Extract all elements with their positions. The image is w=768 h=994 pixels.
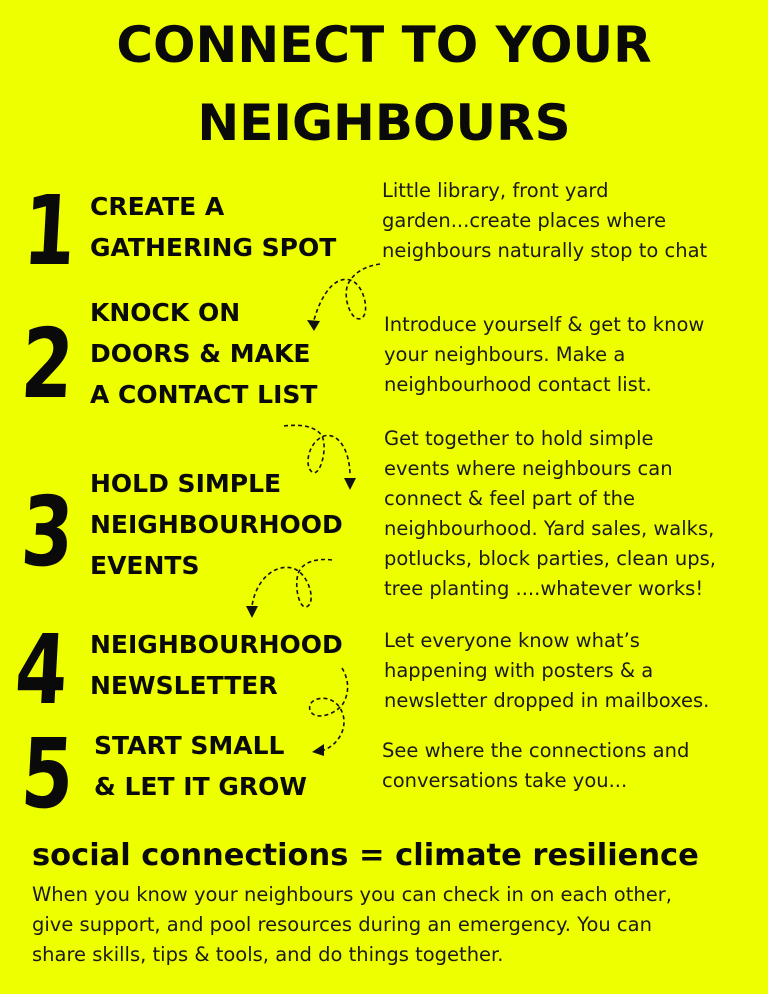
step-2-description-line-3: neighbourhood contact list. (384, 373, 652, 396)
step-3-description-line-5: potlucks, block parties, clean ups, (384, 547, 716, 570)
step-1-description-line-2: garden...create places where (382, 209, 667, 232)
step-3-title-line-1: HOLD SIMPLE (90, 469, 282, 498)
step-3-description-line-3: connect & feel part of the (384, 487, 635, 510)
step-3-description-line-4: neighbourhood. Yard sales, walks, (384, 517, 715, 540)
step-3-description-line-6: tree planting ....whatever works! (384, 577, 704, 600)
step-3-description-line-1: Get together to hold simple (384, 427, 654, 450)
step-2-title-line-1: KNOCK ON (90, 298, 241, 327)
step-5-number: 5 (18, 718, 77, 830)
step-2-number: 2 (18, 308, 77, 420)
step-1-description-line-1: Little library, front yard (382, 179, 609, 202)
step-2-title-line-3: A CONTACT LIST (90, 380, 318, 409)
step-5-description-line-1: See where the connections and (382, 739, 690, 762)
step-5-title-line-1: START SMALL (94, 731, 285, 760)
step-3-description-line-2: events where neighbours can (384, 457, 673, 480)
step-4-description-line-2: happening with posters & a (384, 659, 654, 682)
body-line-1: When you know your neighbours you can check in on each other, (32, 883, 672, 906)
dashed-loop-arrow-icon (280, 420, 370, 496)
step-3-title-line-3: EVENTS (90, 551, 200, 580)
tagline: social connections = climate resilience (32, 838, 699, 873)
body-line-2: give support, and pool resources during an emergency. You can (32, 913, 652, 936)
step-1-title-line-2: GATHERING SPOT (90, 233, 337, 262)
step-2-description-line-1: Introduce yourself & get to know (384, 313, 705, 336)
step-3-number: 3 (18, 476, 77, 588)
step-4-description-line-1: Let everyone know what’s (384, 629, 640, 652)
dashed-loop-arrow-icon (296, 258, 386, 338)
step-4-title-line-2: NEWSLETTER (90, 671, 278, 700)
step-4-description-line-3: newsletter dropped in mailboxes. (384, 689, 710, 712)
step-5-description-line-2: conversations take you... (382, 769, 628, 792)
dashed-loop-arrow-icon (300, 664, 370, 760)
step-1-description-line-3: neighbours naturally stop to chat (382, 239, 708, 262)
step-2-description-line-2: your neighbours. Make a (384, 343, 626, 366)
step-5-title-line-2: & LET IT GROW (94, 772, 307, 801)
body-line-3: share skills, tips & tools, and do things together. (32, 943, 504, 966)
dashed-loop-arrow-icon (238, 552, 338, 624)
step-3-title-line-2: NEIGHBOURHOOD (90, 510, 343, 539)
step-4-number: 4 (12, 614, 71, 726)
step-1-number: 1 (20, 175, 79, 287)
step-2-title-line-2: DOORS & MAKE (90, 339, 311, 368)
page-title-line-1: CONNECT TO YOUR (116, 16, 652, 74)
step-4-title-line-1: NEIGHBOURHOOD (90, 630, 343, 659)
page-title-line-2: NEIGHBOURS (197, 94, 571, 152)
step-1-title-line-1: CREATE A (90, 192, 225, 221)
